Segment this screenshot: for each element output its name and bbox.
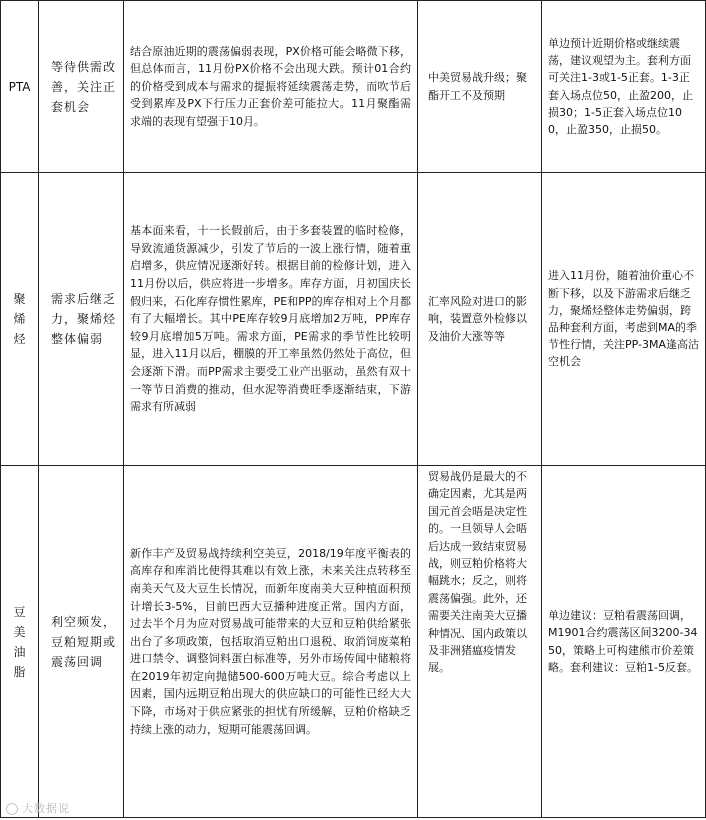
- watermark-text: 大数据说: [22, 802, 70, 815]
- risk-cell: [418, 466, 542, 818]
- risk-text: 中美贸易战升级；聚酯开工不及预期: [428, 71, 527, 102]
- product-name: PTA: [8, 79, 31, 94]
- driver-text: 需求后继乏力，聚烯烃整体偏弱: [51, 292, 117, 346]
- driver-text: 等待供需改善，关注正套机会: [51, 59, 117, 114]
- table-row: [1, 466, 706, 818]
- risk-text: 贸易战仍是最大的不确定因素，尤其是两国元首会晤是决定性的。一旦领导人会晤后达成一致结束贸易战，则豆粕价格将大幅跳水；反之，则将震荡偏强。此外，还需要关注南美大豆播种情况、国内政策以及非洲猪瘟疫情发展。: [428, 470, 527, 675]
- risk-text: 汇率风险对进口的影响，装置意外检修以及油价大涨等等: [428, 294, 527, 343]
- product-name: 聚烯烃: [13, 292, 26, 346]
- strategy-text: 单边预计近期价格或继续震荡，建议观望为主。套利方面可关注1-3或1-5正套。1-3正套入场点位50，止盈200，止损30；1-5正套入场点位100，止盈350，止损50。: [548, 36, 693, 136]
- product-name: 豆美油脂: [13, 604, 26, 679]
- risk-cell: [418, 1, 542, 173]
- product-cell: [1, 466, 39, 818]
- driver-cell: [39, 173, 124, 466]
- analysis-cell: [124, 173, 418, 466]
- table-row: [1, 173, 706, 466]
- risk-cell: [418, 173, 542, 466]
- analysis-text: 基本面来看，十一长假前后，由于多套装置的临时检修，导致流通货源减少，引发了节后的一波上涨行情，随着重启增多，供应情况逐渐好转。根据目前的检修计划，进入11月份以后，供应将进一步增多。库存方面，月初国庆长假归来，石化库存惯性累库，PE和PP的库存相对上个月都有了大幅增长。其中PE库存较9月底增加2万吨，PP库存较9月底增加5万吨。需求方面，PE需求的季节性比较明显，进入11月以后，棚膜的开工率虽然仍然处于高位，但会逐渐下滑。而PP需求主要受工业产出驱动，虽然有双十一等节日消费的推动，但水泥等消费旺季逐渐结束，下游需求有所减弱: [130, 224, 411, 414]
- driver-cell: [39, 1, 124, 173]
- analysis-text: 结合原油近期的震荡偏弱表现，PX价格可能会略微下移，但总体而言，11月份PX价格不会出现大跌。预计01合约的价格受到成本与需求的提振将延续震荡走势，而吹节后受到累库及PX下行压力正套价差可能拉大。11月聚酯需求端的表现有望强于10月。: [130, 44, 411, 128]
- strategy-cell: [542, 173, 706, 466]
- watermark-logo-icon: [6, 803, 18, 815]
- driver-text: 利空频发，豆粕短期或震荡回调: [51, 614, 117, 669]
- strategy-text: 单边建议：豆粕看震荡回调，M1901合约震荡区间3200-3450，策略上可构建熊市价差策略。套利建议：豆粕1-5反套。: [548, 609, 698, 674]
- product-cell: [1, 173, 39, 466]
- driver-cell: [39, 466, 124, 818]
- table-row: [1, 1, 706, 173]
- strategy-text: 进入11月份，随着油价重心不断下移，以及下游需求后继乏力，聚烯烃整体走势偏弱，跨品种套利方面，考虑到MA的季节性行情，关注PP-3MA逢高沽空机会: [548, 269, 700, 369]
- analysis-cell: [124, 1, 418, 173]
- analysis-cell: [124, 466, 418, 818]
- analysis-text: 新作丰产及贸易战持续利空美豆，2018/19年度平衡表的高库存和库消比使得其难以有效上涨，未来关注点转移至南美天气及大豆生长情况，而新年度南美大豆种植面积预计增长3-5%，目前巴西大豆播种进度正常。国内方面，过去半个月为应对贸易战可能带来的大豆和豆粕供给紧张出台了多项政策，包括取消豆粕出口退税、取消饲废菜粕进口禁令、调整饲料蛋白标准等，另外市场传闻中储粮将在2019年初定向抛储500-600万吨大豆。综合考虑以上因素，国内远期豆粕出现大的供应缺口的可能性已经大大下降，市场对于供应紧张的担忧有所缓解，豆粕价格缺乏持续上涨的动力，短期可能震荡回调。: [130, 546, 411, 736]
- watermark: [6, 800, 70, 816]
- strategy-cell: [542, 466, 706, 818]
- product-cell: [1, 1, 39, 173]
- strategy-cell: [542, 1, 706, 173]
